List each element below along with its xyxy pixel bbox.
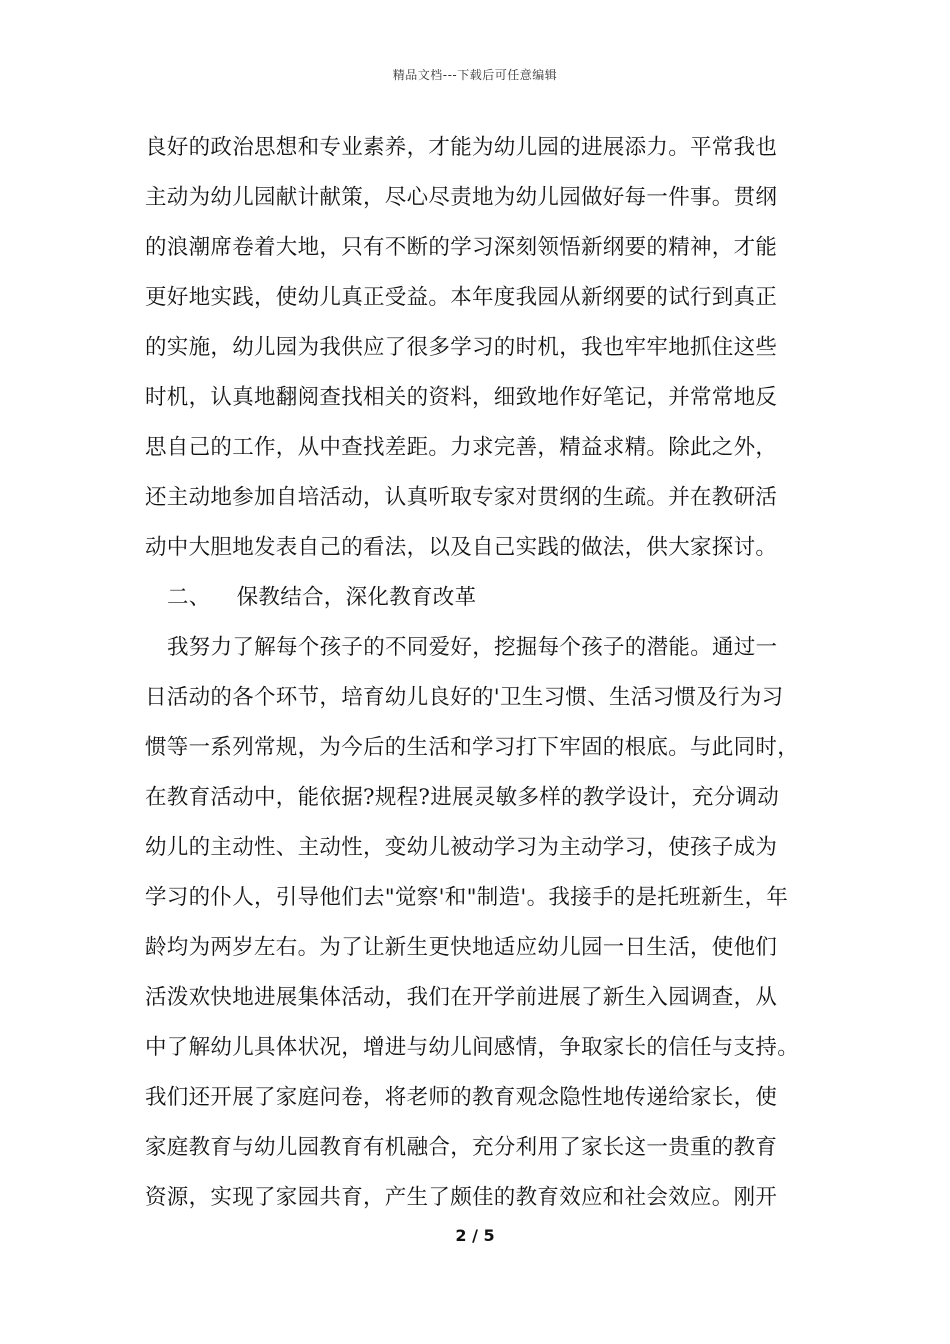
text-line: 学习的仆人，引导他们去"觉察'和"制造'。我接手的是托班新生，年 [145,885,789,910]
text-line: 家庭教育与幼儿园教育有机融合，充分利用了家长这一贵重的教育 [145,1135,778,1160]
text-line: 惯等一系列常规，为今后的生活和学习打下牢固的根底。与此同时， [145,735,800,760]
document-body [145,129,825,1229]
text-line: 更好地实践，使幼儿真正受益。本年度我园从新纲要的试行到真正 [145,285,778,310]
section-number: 二、 [167,585,211,610]
text-line: 我们还开展了家庭问卷，将老师的教育观念隐性地传递给家长，使 [145,1085,778,1110]
text-line: 良好的政治思想和专业素养，才能为幼儿园的进展添力。平常我也 [145,135,778,160]
text-line: 的实施，幼儿园为我供应了很多学习的时机，我也牢牢地抓住这些 [145,335,778,360]
text-line: 动中大胆地发表自己的看法，以及自己实践的做法，供大家探讨。 [145,535,778,560]
text-line: 在教育活动中，能依据?规程?进展灵敏多样的教学设计，充分调动 [145,785,780,810]
text-line: 我努力了解每个孩子的不同爱好，挖掘每个孩子的潜能。通过一 [167,635,778,660]
text-line: 龄均为两岁左右。为了让新生更快地适应幼儿园一日生活，使他们 [145,935,778,960]
text-line: 资源，实现了家园共育，产生了颇佳的教育效应和社会效应。刚开 [145,1185,778,1210]
paragraph [145,129,825,579]
text-line: 思自己的工作，从中查找差距。力求完善，精益求精。除此之外， [145,435,778,460]
page-header: 精品文档---下载后可任意编辑 [392,68,558,82]
text-line: 活泼欢快地进展集体活动，我们在开学前进展了新生入园调查，从 [145,985,778,1010]
text-line: 时机，认真地翻阅查找相关的资料，细致地作好笔记，并常常地反 [145,385,778,410]
text-line: 中了解幼儿具体状况，增进与幼儿间感情，争取家长的信任与支持。 [145,1035,800,1060]
paragraph [145,629,825,1229]
text-line: 的浪潮席卷着大地，只有不断的学习深刻领悟新纲要的精神，才能 [145,235,778,260]
section-title: 保教结合，深化教育改革 [236,585,477,610]
text-line: 日活动的各个环节，培育幼儿良好的'卫生习惯、生活习惯及行为习 [145,685,784,710]
text-line: 幼儿的主动性、主动性，变幼儿被动学习为主动学习，使孩子成为 [145,835,778,860]
text-line: 主动为幼儿园献计献策，尽心尽责地为幼儿园做好每一件事。贯纲 [145,185,778,210]
text-line: 还主动地参加自培活动，认真听取专家对贯纲的生疏。并在教研活 [145,485,778,510]
page-number: 2 / 5 [455,1226,495,1245]
section-heading [145,579,825,629]
